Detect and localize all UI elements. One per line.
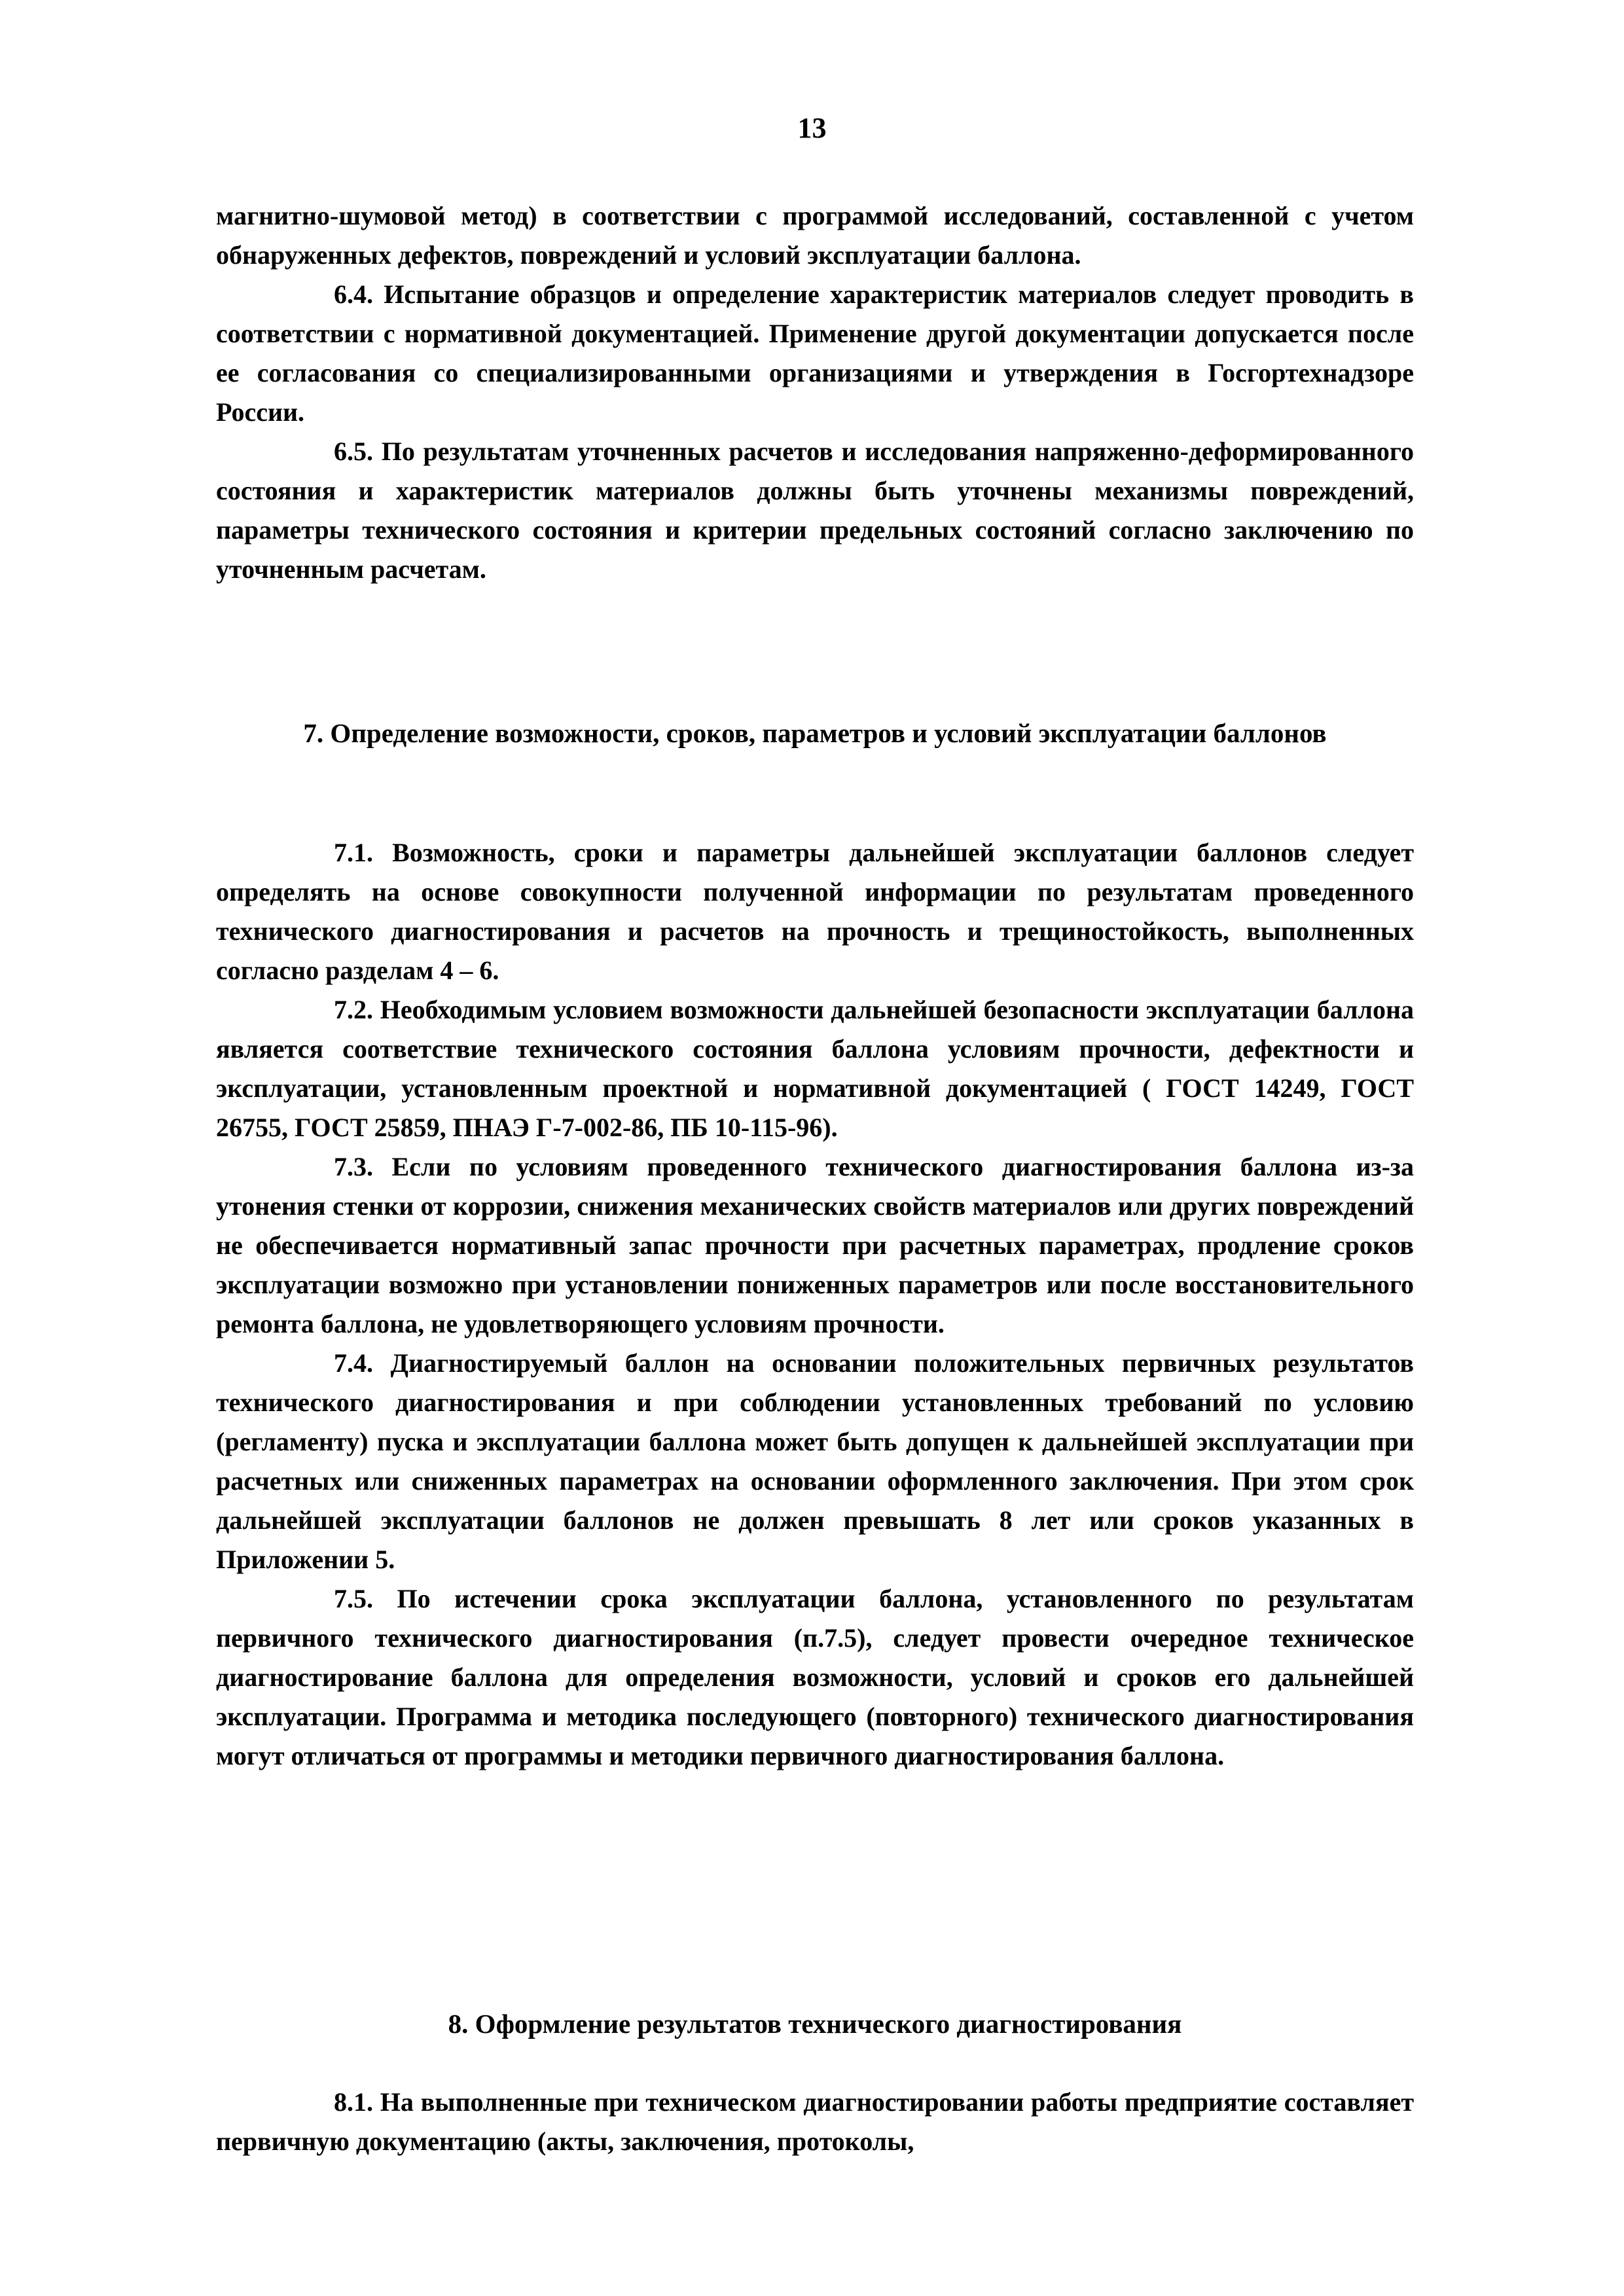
section-7-body: [216, 833, 1414, 1776]
paragraph-7-3: 7.3. Если по условиям проведенного технического диагностирования баллона из-за утонения стенки от коррозии, снижения механических свойств материалов или других повреждений не обеспечивается нормативный запас прочности при расчетных параметрах, продление сроков эксплуатации возможно при установлении пониженных параметров или после восстановительного ремонта баллона, не удовлетворяющего условиям прочности.: [216, 1152, 1414, 1338]
section-8-heading: 8. Оформление результатов технического диагностирования: [448, 2009, 1182, 2039]
paragraph-6-5: 6.5. По результатам уточненных расчетов и исследования напряженно-деформированного состояния и характеристик материалов должны быть уточнены механизмы повреждений, параметры технического состояния и критерии предельных состояний согласно заключению по уточненным расчетам.: [216, 437, 1414, 584]
section-6-tail: [216, 196, 1414, 589]
paragraph-7-5: 7.5. По истечении срока эксплуатации баллона, установленного по результатам первичного технического диагностирования (п.7.5), следует провести очередное техническое диагностирование баллона для определения возможности, условий и сроков его дальнейшей эксплуатации. Программа и методика последующего (повторного) технического диагностирования могут отличаться от программы и методики первичного диагностирования баллона.: [216, 1584, 1414, 1770]
paragraph-8-1: 8.1. На выполненные при техническом диагностировании работы предприятие составляет первичную документацию (акты, заключения, протоколы,: [216, 2087, 1414, 2156]
paragraph-continuation: магнитно-шумовой метод) в соответствии с программой исследований, составленной с учетом обнаруженных дефектов, повреждений и условий эксплуатации баллона.: [216, 201, 1414, 270]
paragraph-6-4: 6.4. Испытание образцов и определение характеристик материалов следует проводить в соответствии с нормативной документацией. Применение другой документации допускается после ее согласования со специализированными организациями и утверждения в Госгортехнадзоре России.: [216, 279, 1414, 427]
section-8-body: [216, 2083, 1414, 2161]
section-7-heading: 7. Определение возможности, сроков, параметров и условий эксплуатации баллонов: [303, 718, 1327, 748]
page-number: 13: [797, 112, 827, 144]
paragraph-7-4: 7.4. Диагностируемый баллон на основании положительных первичных результатов технического диагностирования и при соблюдении установленных требований по условию (регламенту) пуска и эксплуатации баллона может быть допущен к дальнейшей эксплуатации при расчетных или сниженных параметрах на основании оформленного заключения. При этом срок дальнейшей эксплуатации баллонов не должен превышать 8 лет или сроков указанных в Приложении 5.: [216, 1348, 1414, 1574]
paragraph-7-2: 7.2. Необходимым условием возможности дальнейшей безопасности эксплуатации баллона является соответствие технического состояния баллона условиям прочности, дефектности и эксплуатации, установленным проектной и нормативной документацией ( ГОСТ 14249, ГОСТ 26755, ГОСТ 25859, ПНАЭ Г-7-002-86, ПБ 10-115-96).: [216, 995, 1414, 1142]
paragraph-7-1: 7.1. Возможность, сроки и параметры дальнейшей эксплуатации баллонов следует определять на основе совокупности полученной информации по результатам проведенного технического диагностирования и расчетов на прочность и трещиностойкость, выполненных согласно разделам 4 – 6.: [216, 838, 1414, 985]
